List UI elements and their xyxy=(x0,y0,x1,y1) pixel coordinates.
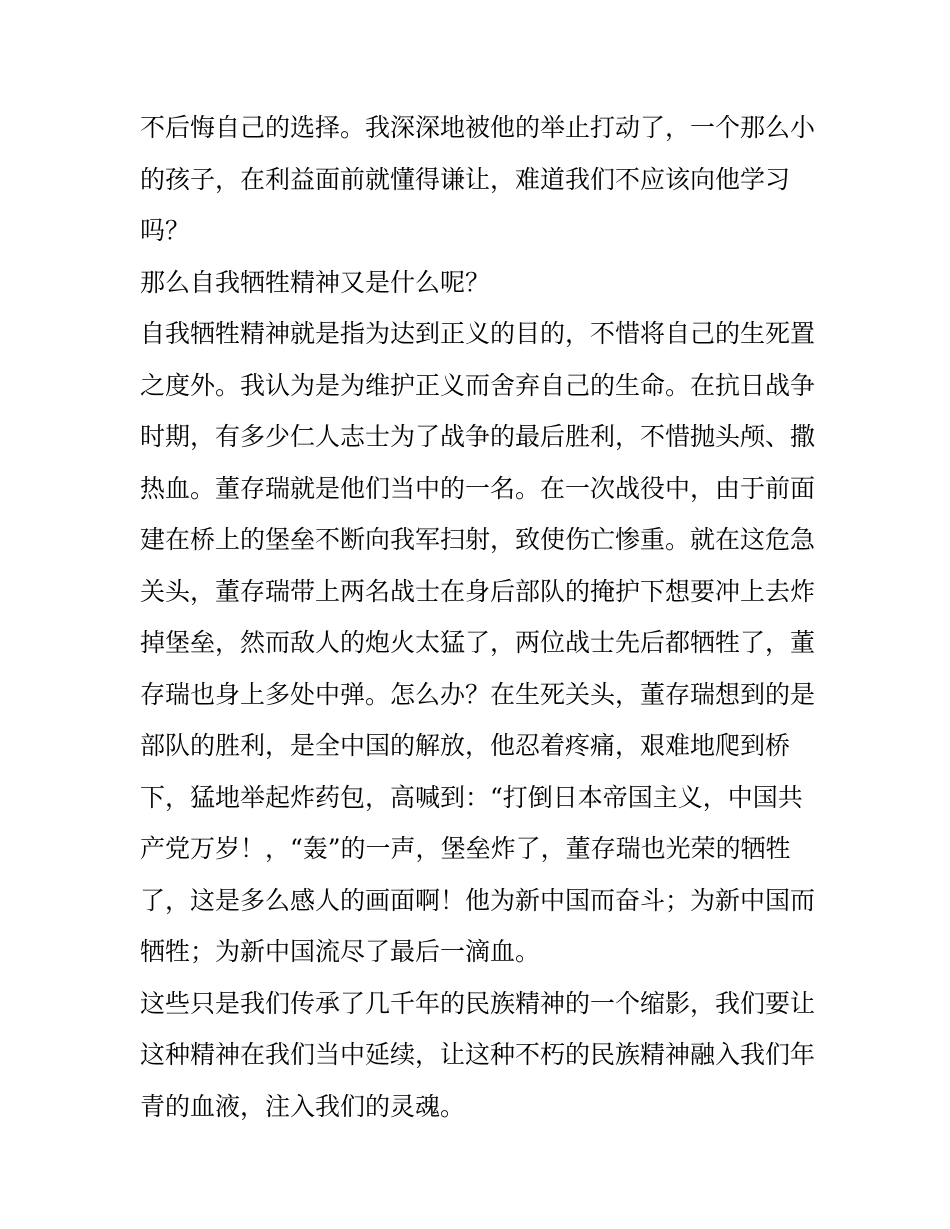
text-line: 热血。董存瑞就是他们当中的一名。在一次战役中，由于前面 xyxy=(140,473,816,503)
text-line: 建在桥上的堡垒不断向我军扫射，致使伤亡惨重。就在这危急 xyxy=(140,525,816,554)
text-line: 产党万岁！，“轰”的一声，堡垒炸了，董存瑞也光荣的牺牲 xyxy=(140,834,791,863)
text-line: 那么自我牺牲精神又是什么呢？ xyxy=(140,267,491,297)
body-text xyxy=(140,102,820,1132)
text-line: 下，猛地举起炸药包，高喊到：“打倒日本帝国主义，中国共 xyxy=(140,782,803,812)
text-line: 部队的胜利，是全中国的解放，他忍着疼痛，艰难地爬到桥 xyxy=(140,731,791,760)
text-line: 了，这是多么感人的画面啊！他为新中国而奋斗；为新中国而 xyxy=(140,885,816,915)
text-line: 之度外。我认为是为维护正义而舍弃自己的生命。在抗日战争 xyxy=(140,370,816,400)
text-line: 掉堡垒，然而敌人的炮火太猛了，两位战士先后都牺牲了，董 xyxy=(140,628,816,657)
text-line: 的孩子，在利益面前就懂得谦让，难道我们不应该向他学习 xyxy=(140,164,791,194)
text-line: 牺牲；为新中国流尽了最后一滴血。 xyxy=(140,937,541,966)
text-line: 关头，董存瑞带上两名战士在身后部队的掩护下想要冲上去炸 xyxy=(140,576,816,606)
text-line: 吗？ xyxy=(140,216,191,245)
text-line: 不后悔自己的选择。我深深地被他的举止打动了，一个那么小 xyxy=(140,113,816,142)
text-line: 时期，有多少仁人志士为了战争的最后胜利，不惜抛头颅、撒 xyxy=(140,422,816,451)
text-line: 这种精神在我们当中延续，让这种不朽的民族精神融入我们年 xyxy=(140,1040,816,1069)
text-line: 这些只是我们传承了几千年的民族精神的一个缩影，我们要让 xyxy=(140,988,816,1018)
text-line: 存瑞也身上多处中弹。怎么办？在生死关头，董存瑞想到的是 xyxy=(140,679,816,709)
text-line: 自我牺牲精神就是指为达到正义的目的，不惜将自己的生死置 xyxy=(140,319,816,348)
text-line: 青的血液，注入我们的灵魂。 xyxy=(140,1091,466,1121)
